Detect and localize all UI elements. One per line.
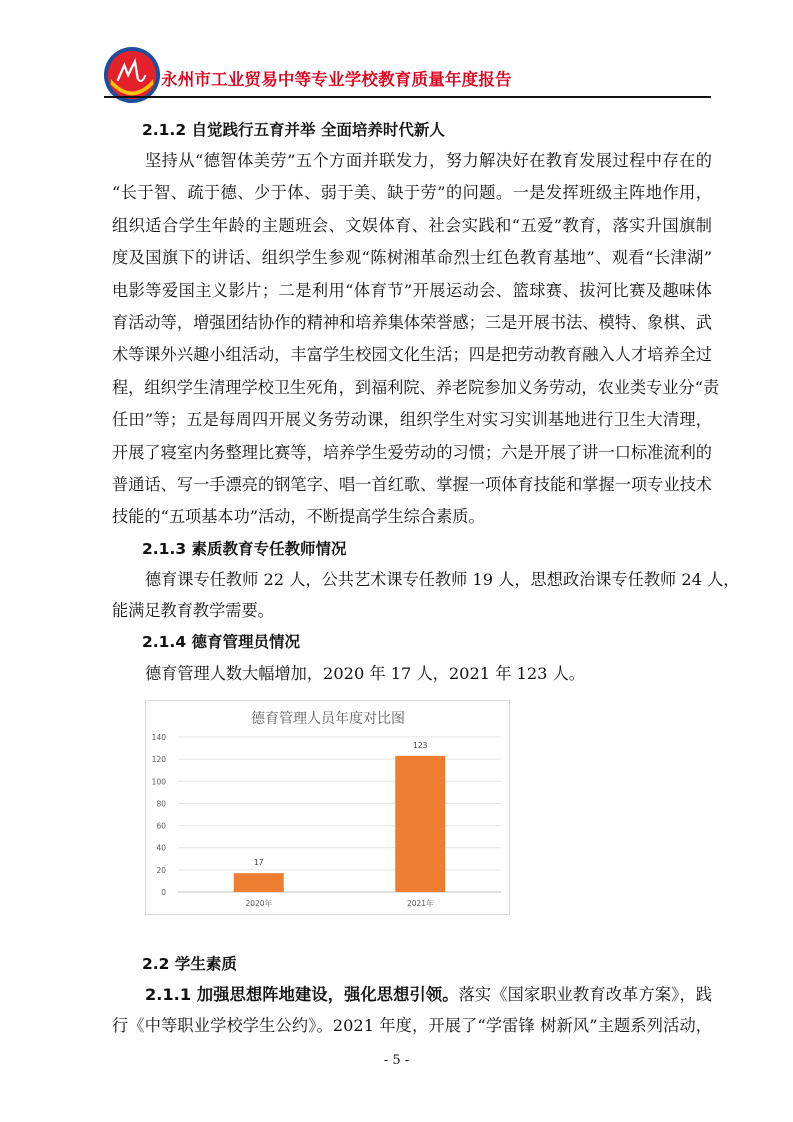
x-tick-label: 2021年	[406, 899, 434, 908]
data-label: 17	[253, 858, 264, 868]
page-number: - 5 -	[383, 1053, 410, 1068]
heading-2-1-3: 2.1.3 素质教育专任教师情况	[142, 540, 347, 558]
heading-2-1-4: 2.1.4 德育管理员情况	[142, 633, 301, 651]
paragraph-line: 德育管理人数大幅增加，2020 年 17 人，2021 年 123 人。	[145, 664, 585, 683]
x-tick-label: 2020年	[245, 899, 273, 908]
y-tick-label: 80	[156, 799, 166, 809]
paragraph-line: 坚持从“德智体美劳”五个方面并联发力，努力解决好在教育发展过程中存在的	[145, 151, 712, 170]
y-tick-label: 20	[156, 865, 166, 875]
paragraph-line: 度及国旗下的讲话、组织学生参观“陈树湘革命烈士红色教育基地”、观看“长津湖”	[112, 248, 712, 268]
paragraph-text: 落实《国家职业教育改革方案》，践	[458, 985, 712, 1004]
paragraph-line: 普通话、写一手漂亮的钢笔字、唱一首红歌、掌握一项体育技能和掌握一项专业技术	[112, 475, 712, 494]
chart-title: 德育管理人员年度对比图	[251, 711, 405, 727]
paragraph-line: 程，组织学生清理学校卫生死角，到福利院、养老院参加义务劳动，农业类专业分“责	[112, 377, 720, 397]
bar-2020年	[234, 873, 284, 892]
paragraph-line: 技能的“五项基本功”活动，不断提高学生综合素质。	[112, 507, 485, 527]
bar-chart	[146, 701, 511, 916]
paragraph-line: 开展了寝室内务整理比赛等，培养学生爱劳动的习惯；六是开展了讲一口标准流利的	[112, 442, 712, 462]
paragraph-line: 任田”等；五是每周四开展义务劳动课，组织学生对实习实训基地进行卫生大清理，	[112, 410, 712, 430]
chart-container	[145, 700, 510, 915]
header-rule	[104, 96, 711, 98]
y-tick-label: 120	[151, 755, 166, 765]
paragraph-line: 电影等爱国主义影片；二是利用“体育节”开展运动会、篮球赛、拔河比赛及趣味体	[112, 280, 712, 300]
y-tick-label: 100	[151, 777, 166, 787]
y-tick-label: 0	[161, 888, 166, 897]
paragraph-line: 育活动等，增强团结协作的精神和培养集体荣誉感；三是开展书法、模特、象棋、武	[112, 313, 712, 332]
report-title: 永州市工业贸易中等专业学校教育质量年度报告	[161, 70, 512, 89]
y-tick-label: 60	[156, 821, 166, 831]
paragraph-line: 能满足教育教学需要。	[112, 601, 274, 620]
heading-2-1-2: 2.1.2 自觉践行五育并举 全面培养时代新人	[142, 121, 445, 139]
paragraph-line: “长于智、疏于德、少于体、弱于美、缺于劳”的问题。一是发挥班级主阵地作用，	[112, 183, 712, 203]
data-label: 123	[413, 740, 428, 750]
paragraph-line	[112, 985, 712, 1005]
bar-2021年	[395, 756, 445, 892]
y-tick-label: 40	[156, 843, 166, 853]
subheading-2-1-1: 2.1.1 加强思想阵地建设，强化思想引领。	[145, 985, 459, 1004]
paragraph-line: 德育课专任教师 22 人，公共艺术课专任教师 19 人，思想政治课专任教师 24 人，	[145, 570, 740, 589]
paragraph-line: 术等课外兴趣小组活动，丰富学生校园文化生活；四是把劳动教育融入人才培养全过	[112, 345, 712, 365]
y-tick-label: 140	[151, 733, 166, 742]
paragraph-line: 行《中等职业学校学生公约》。2021 年度，开展了“学雷锋 树新风”主题系列活动，	[112, 1016, 712, 1035]
heading-2-2: 2.2 学生素质	[142, 955, 237, 973]
paragraph-line: 组织适合学生年龄的主题班会、文娱体育、社会实践和“五爱”教育，落实升国旗制	[112, 215, 712, 235]
